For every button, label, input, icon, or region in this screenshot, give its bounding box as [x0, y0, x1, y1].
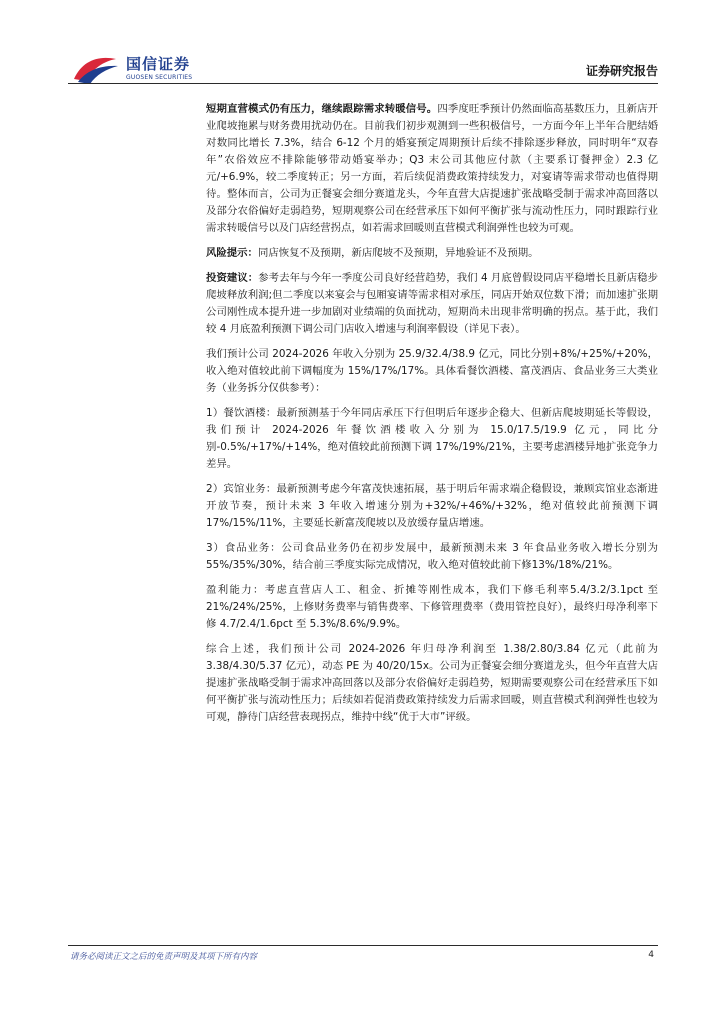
- paragraph-text: 我们预计公司 2024-2026 年收入分别为 25.9/32.4/38.9 亿元，同比分别+8%/+25%/+20%，收入绝对值较此前下调幅度为 15%/17%/17%。具体看餐饮酒楼、富茂酒店、食品业务三大类业务（业务拆分仅供参考）：: [206, 348, 659, 394]
- paragraph-lead: 短期直营模式仍有压力，继续跟踪需求转暖信号。: [206, 103, 438, 115]
- report-type-label: 证券研究报告: [585, 64, 658, 78]
- paragraph-hotel-segment: [206, 481, 658, 532]
- paragraph-restaurant-segment: [206, 405, 658, 473]
- guosen-logo: [72, 51, 222, 85]
- paragraph-text: 综合上述，我们预计公司 2024-2026 年归母净利润至 1.38/2.80/3.84 亿元（此前为 3.38/4.30/5.37 亿元），动态 PE 为 40/20/15x。公司为正餐宴会细分赛道龙头，但今年直营大店提速扩张战略受制于需求冲高回落以及部分农俗偏好走弱趋势，短期需要观察公司在经营承压下如何平衡扩张与流动性压力；后续如若促消费政策持续发力后需求回暖，则直营模式利润弹性也较为可观，静待门店经营表现拐点，维持中线“优于大市”评级。: [206, 643, 658, 723]
- paragraph-text: 四季度旺季预计仍然面临高基数压力，且新店开业爬坡拖累与财务费用扰动仍在。目前我们初步观测到一些积极信号，一方面今年上半年合肥结婚对数同比增长 7.3%，结合 6-12 个月的婚宴预定周期预计后续不排除逐步释放，同时明年“双春年”农俗效应不排除能够带动婚宴举办；Q3 末公司其他应付款（主要系订餐押金）2.3 亿元/+6.9%，较二季度转正；另一方面，若后续促消费政策持续发力，对宴请等需求带动也值得期待。整体而言，公司为正餐宴会细分赛道龙头，今年直营大店提速扩张战略受制于需求冲高回落以及部分农俗偏好走弱趋势，短期观察公司在经营承压下如何平衡扩张与流动性压力，同时跟踪行业需求转暖信号以及门店经营拐点，如若需求回暖则直营模式利润弹性也较为可观。: [206, 103, 659, 234]
- paragraph-conclusion: [206, 641, 658, 726]
- paragraph-text: 盈利能力：考虑直营店人工、租金、折摊等刚性成本，我们下修毛利率5.4/3.2/3.1pct 至 21%/24%/25%，上修财务费率与销售费率、下修管理费率（费用管控良好），最终归母净利率下修 4.7/2.4/1.6pct 至 5.3%/8.6%/9.9%。: [206, 584, 658, 630]
- header-divider: [68, 83, 658, 84]
- paragraph-lead: 投资建议：: [206, 272, 259, 284]
- paragraph-text: 1）餐饮酒楼：最新预测基于今年同店承压下行但明后年逐步企稳大、但新店爬坡期延长等假设，我们预计 2024-2026 年餐饮酒楼收入分别为 15.0/17.5/19.9 亿元，同比分别-0.5%/+17%/+14%，绝对值较此前预测下调 17%/19%/21%，主要考虑酒楼异地扩张竞争力差异。: [206, 407, 658, 470]
- page-header: [0, 0, 724, 90]
- company-name-en: GUOSEN SECURITIES: [126, 74, 193, 81]
- guosen-logo-mark: [72, 51, 120, 85]
- paragraph-text: 参考去年与今年一季度公司良好经营趋势，我们 4 月底曾假设同店平稳增长且新店稳步爬坡释放利润;但二季度以来宴会与包厢宴请等需求相对承压，同店开始双位数下滑；而加速扩张期公司刚性成本提升进一步加剧对业绩端的负面扰动，短期尚未出现非常明确的拐点。基于此，我们较 4 月底盈利预测下调公司门店收入增速与利润率假设（详见下表）。: [206, 272, 658, 335]
- report-body: [206, 101, 658, 734]
- paragraph-profitability: [206, 582, 658, 633]
- paragraph-text: 同店恢复不及预期，新店爬坡不及预期，异地验证不及预期。: [257, 247, 539, 259]
- paragraph-risk-warning: [206, 245, 658, 262]
- paragraph-text: 2）宾馆业务：最新预测考虑今年富茂快速拓展，基于明后年需求端企稳假设，兼顾宾馆业态渐进开放节奏，预计未来 3 年收入增速分别为+32%/+46%/+32%，绝对值较此前预测下调 17%/15%/11%，主要延长新富茂爬坡以及放缓存量店增速。: [206, 483, 658, 529]
- page-number: 4: [648, 950, 654, 960]
- paragraph-short-term-pressure: [206, 101, 658, 237]
- footer-divider: [68, 945, 658, 946]
- footer-disclaimer: 请务必阅读正文之后的免责声明及其项下所有内容: [70, 952, 258, 962]
- company-name-cn: 国信证券: [126, 55, 191, 73]
- paragraph-lead: 风险提示：: [206, 247, 258, 259]
- paragraph-investment-advice: [206, 270, 658, 338]
- paragraph-text: 3）食品业务：公司食品业务仍在初步发展中，最新预测未来 3 年食品业务收入增长分别为 55%/35%/30%，结合前三季度实际完成情况，收入绝对值较此前下修13%/18%/21%。: [206, 542, 658, 571]
- paragraph-food-segment: [206, 540, 658, 574]
- paragraph-revenue-forecast: [206, 346, 658, 397]
